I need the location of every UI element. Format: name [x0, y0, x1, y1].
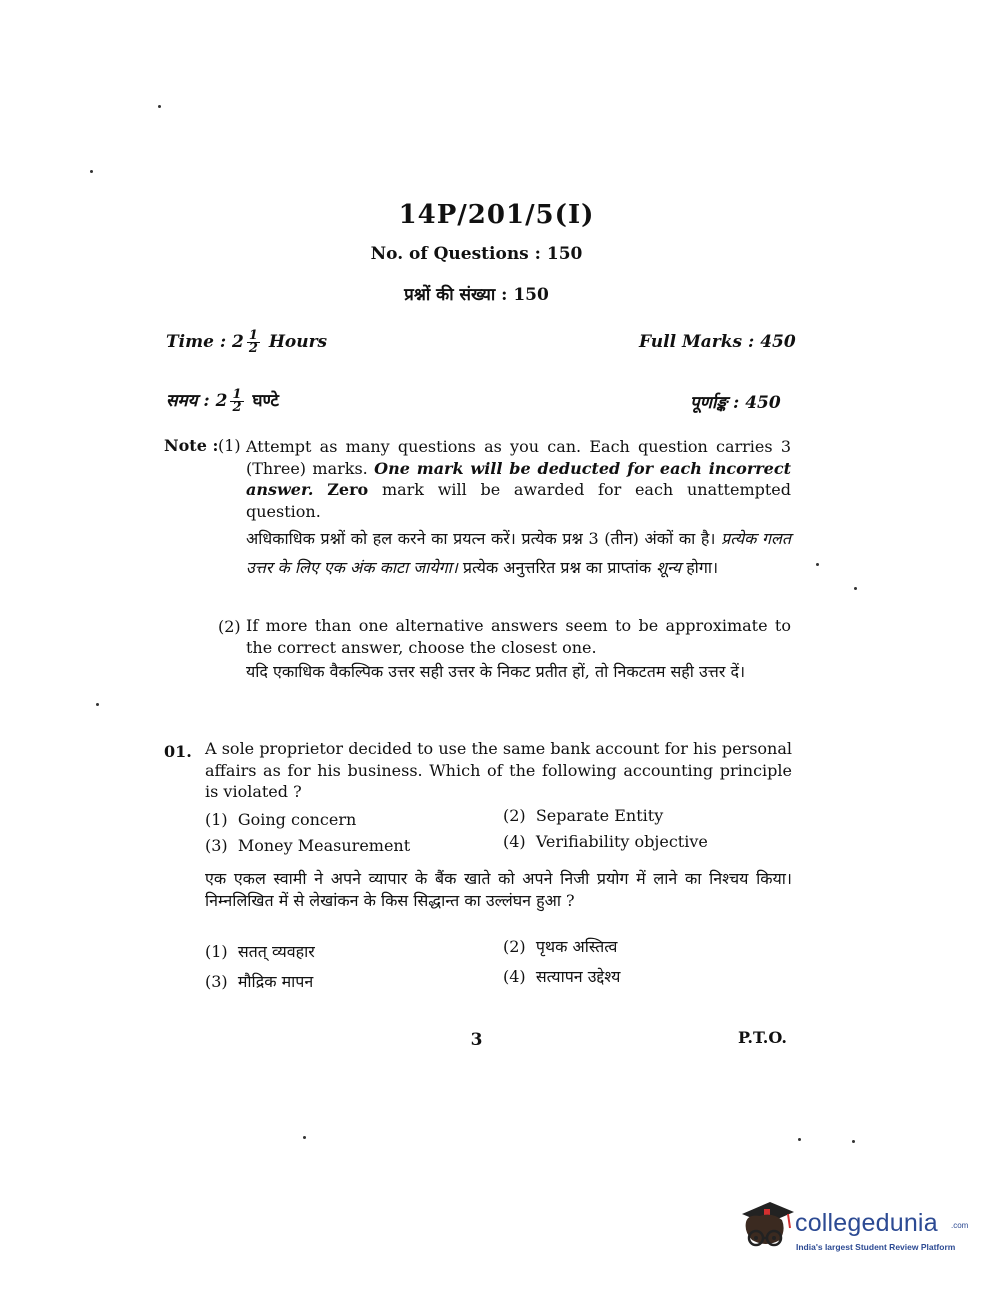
- option-en-2: (2) Separate Entity: [503, 806, 664, 825]
- note-2-number: (2): [218, 617, 241, 636]
- time-label-hi: समय : 2: [166, 391, 228, 411]
- scan-speck: [90, 170, 93, 173]
- mascot-icon: [742, 1202, 794, 1245]
- num-questions-hi: प्रश्नों की संख्या : 150: [404, 285, 549, 305]
- note-2-hi: यदि एकाधिक वैकल्पिक उत्तर सही उत्तर के निकट प्रतीत हों, तो निकटतम सही उत्तर दें।: [246, 662, 746, 681]
- note-1-en: Attempt as many questions as you can. Each question carries 3 (Three) marks. One mark will be deducted for each incorrect answer. Zero mark will be awarded for each unattempted question.: [246, 437, 791, 521]
- scan-speck: [854, 587, 857, 590]
- time-fraction-hi: $\frac{1}{2}$: [232, 387, 242, 415]
- full-marks-en: Full Marks : 450: [639, 332, 796, 352]
- logo-tagline: India's largest Student Review Platform: [796, 1242, 956, 1252]
- note-label: Note :: [164, 436, 219, 455]
- option-hi-2: (2) पृथक अस्तित्व: [503, 937, 618, 956]
- option-en-1: (1) Going concern: [205, 810, 357, 829]
- time-fraction-en: $\frac{1}{2}$: [248, 328, 258, 356]
- option-hi-4: (4) सत्यापन उद्देश्य: [503, 967, 621, 986]
- scan-speck: [96, 703, 99, 706]
- paper-code: 14P/201/5(I): [398, 200, 595, 230]
- scan-speck: [816, 563, 819, 566]
- pto-label: P.T.O.: [738, 1028, 787, 1047]
- logo-tld: .com: [951, 1221, 969, 1230]
- scan-speck: [158, 105, 161, 108]
- option-hi-3: (3) मौद्रिक मापन: [205, 972, 314, 991]
- note-2-en: If more than one alternative answers seem to be approximate to the correct answer, choose the closest one.: [246, 616, 791, 657]
- question-text-en: A sole proprietor decided to use the same bank account for his personal affairs as for his business. Which of the following accounting principle is violated ?: [205, 739, 792, 801]
- time-unit-en: Hours: [268, 332, 328, 352]
- note-1-hi: अधिकाधिक प्रश्नों को हल करने का प्रयत्न करें। प्रत्येक प्रश्न 3 (तीन) अंकों का है। प्रत्येक गलत उत्तर के लिए एक अंक काटा जायेगा। प्रत्येक अनुत्तरित प्रश्न का प्राप्तांक शून्य होगा।: [246, 529, 792, 577]
- time-label-en: Time : 2: [166, 332, 244, 352]
- note-1-number: (1): [218, 436, 241, 455]
- scan-speck: [303, 1136, 306, 1139]
- question-text-hi: एक एकल स्वामी ने अपने व्यापार के बैंक खाते को अपने निजी प्रयोग में लाने का निश्चय किया। निम्नलिखित में से लेखांकन के किस सिद्धान्त का उल्लंघन हुआ ?: [205, 869, 792, 910]
- full-marks-hi: पूर्णाङ्क : 450: [690, 393, 781, 413]
- time-hi: [166, 388, 279, 414]
- time-unit-hi: घण्टे: [252, 391, 279, 411]
- num-questions-en: No. of Questions : 150: [370, 244, 583, 264]
- logo-wordmark: collegedunia: [795, 1209, 938, 1237]
- option-en-4: (4) Verifiability objective: [503, 832, 708, 851]
- page-number: 3: [470, 1030, 483, 1050]
- scan-speck: [798, 1138, 801, 1141]
- option-en-3: (3) Money Measurement: [205, 836, 411, 855]
- question-number: 01.: [164, 742, 192, 761]
- scan-speck: [852, 1140, 855, 1143]
- time-en: [166, 330, 327, 355]
- option-hi-1: (1) सतत् व्यवहार: [205, 942, 315, 961]
